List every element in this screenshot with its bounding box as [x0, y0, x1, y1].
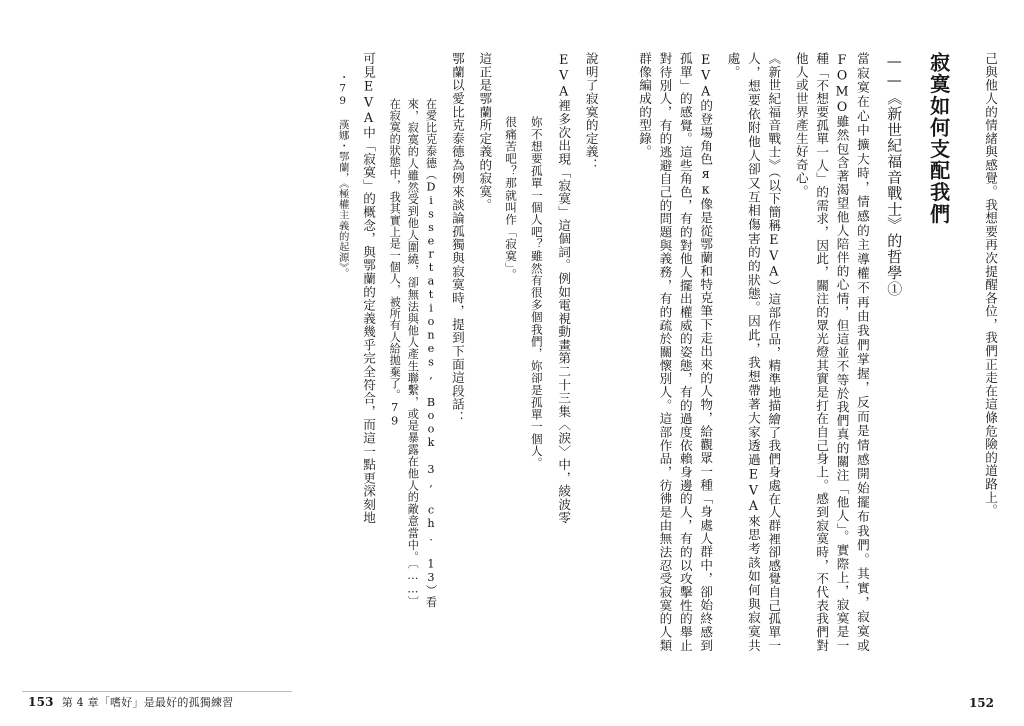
- left-page-col-4: 鄂蘭以愛比克泰德為例來談論孤獨與寂寞時，提到下面這段話：: [449, 52, 465, 425]
- left-page-footer: [28, 694, 233, 710]
- footnote-79: ・79 漢娜・鄂蘭，《極權主義的起源》。: [336, 72, 349, 279]
- left-page-quote-1: 妳不想要孤單一個人吧？雖然有很多個我們，妳卻是孤單一個人。: [529, 116, 544, 470]
- left-page-col-1: 說明了寂寞的定義：: [583, 52, 599, 172]
- left-page-number: 153: [28, 695, 54, 709]
- right-page-col-2: 當寂寞在心中擴大時，情感的主導權不再由我們掌握，反而是情感開始擺布我們。其實，寂寞或FOMO雖然包含著渴望他人陪伴的心情，但這並不等於我們真的關注「他人」。實際上，寂寞是一種「不想要孤單一人」的需求，因此，關注的眾光燈其實是打在自己身上。感到寂寞時，不代表我們對他人或世界產生好奇心。: [793, 52, 870, 652]
- left-page-blockquote: 在愛比克泰德（Dissertationes, Book 3, ch. 13）看來，寂寞的人雖然受到他人圍繞，卻無法與他人產生聯繫，或是暴露在他人的敵意當中。〔……〕在寂寞的狀態中，我其實上是一個人，被所有人給拋棄了。79: [388, 98, 438, 608]
- left-page-col-5: 可見EVA中「寂寞」的概念，與鄂蘭的定義幾乎完全符合，而這一點更深刻地: [361, 52, 377, 525]
- left-page-col-3: 這正是鄂蘭所定義的寂寞。: [477, 52, 493, 212]
- left-page-quote-2: 很痛苦吧？那就叫作「寂寞」。: [504, 116, 519, 281]
- right-page-col-4: EVA的登場角色як像是從鄂蘭和特克筆下走出來的人物，給觀眾一種「身處人群中，卻始終感到孤單」的感覺。這些角色，有的對他人擺出權威的姿態，有的過度依賴身邊的人，有的以攻擊性的舉止對待別人，有的逃避自己的問題與義務，有的疏於關懷別人。這部作品，彷彿是由無法忍受寂寞的人類群像編成的型錄。: [637, 52, 714, 652]
- page-title: 寂寞如何支配我們: [926, 52, 951, 225]
- text-columns-container: [0, 52, 1024, 672]
- right-page-col-1: 己與他人的情緒與感覺。我想要再次提醒各位，我們正走在這條危險的道路上。: [983, 52, 998, 518]
- footnote-rule: [22, 691, 292, 692]
- right-page-number: 152: [968, 696, 994, 710]
- left-page-col-2: EVA裡多次出現「寂寞」這個詞。例如電視動畫第二十三集〈淚〉中，綾波零: [556, 52, 572, 525]
- page-subtitle: ——《新世紀福音戰士》的哲學①: [885, 52, 904, 297]
- right-page-col-3: 《新世紀福音戰士》（以下簡稱EVA）這部作品，精準地描繪了我們身處在人群裡卻感覺自己孤單一人，想要依附他人卻又互相傷害的的狀態。因此，我想帶著大家透過EVA來思考該如何與寂寞共處。: [725, 52, 782, 652]
- chapter-title: 第 4 章「嗜好」是最好的孤獨練習: [61, 696, 234, 709]
